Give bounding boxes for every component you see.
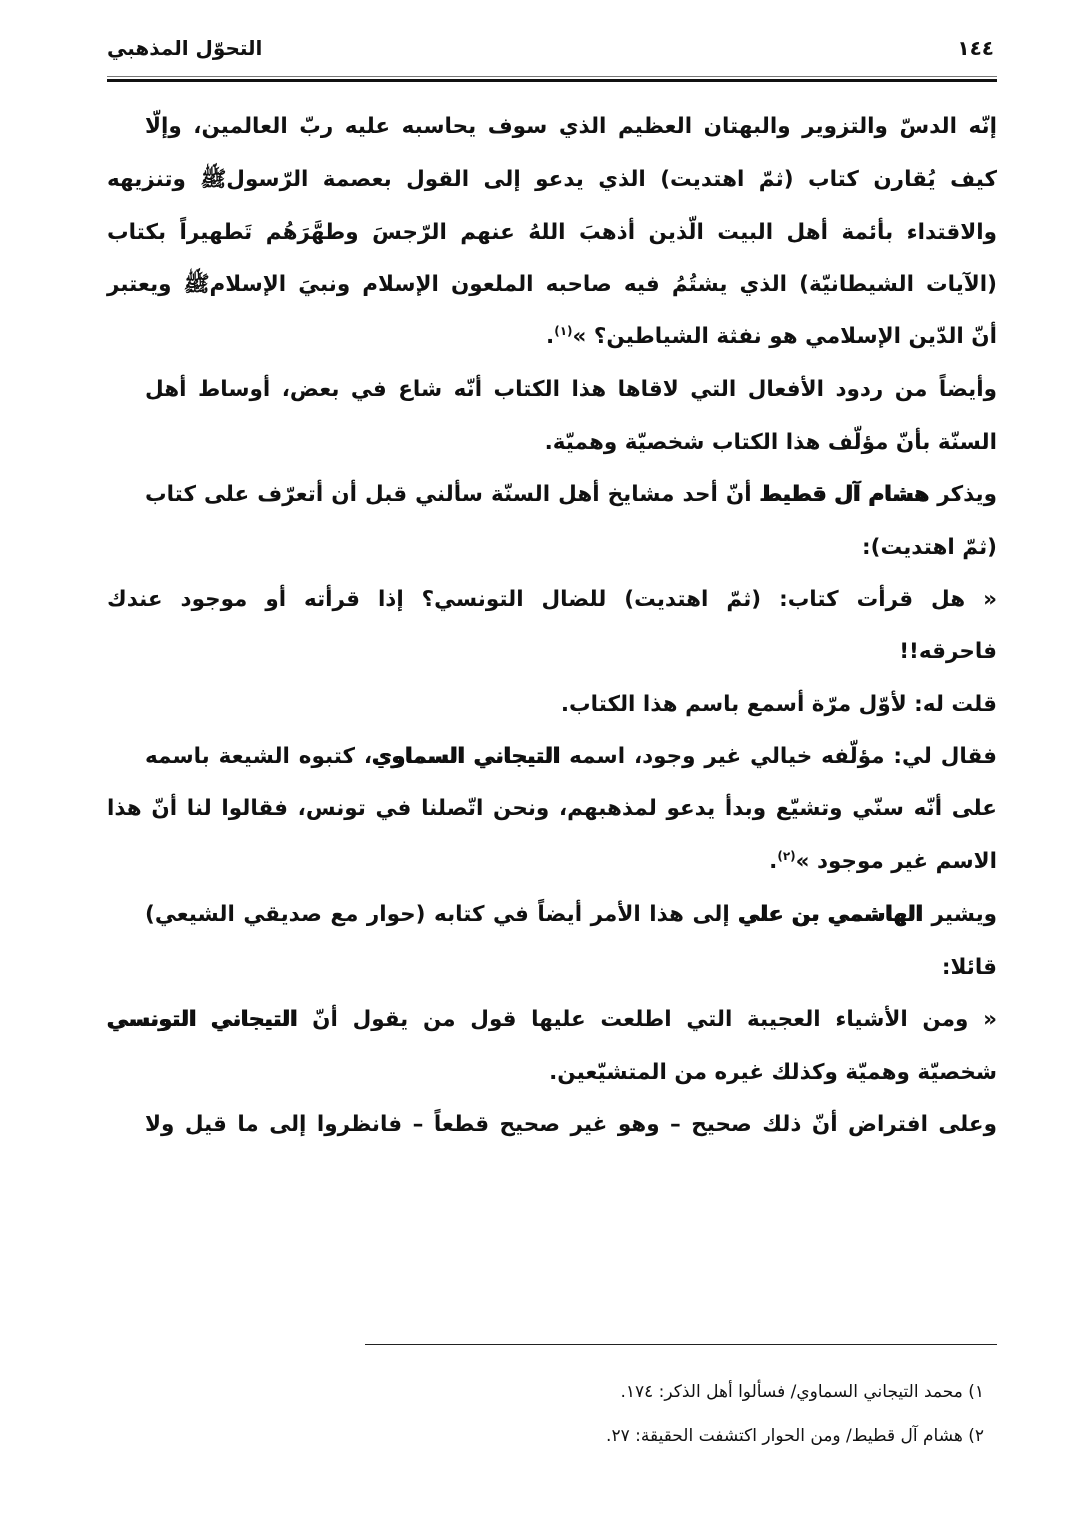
text-segment: على أنّه سنّي وتشيّع وبدأ يدعو لمذهبهم، ونحن اتّصلنا في تونس، فقالوا لنا أنّ هذا — [107, 796, 997, 821]
text-segment: إنّه الدسّ والتزوير والبهتان العظيم الذي سوف يحاسبه عليه ربّ العالمين، وإلّا — [145, 114, 997, 139]
text-segment: « ومن الأشياء العجيبة التي اطلعت عليها قول من يقول أنّ — [297, 1007, 997, 1032]
running-title: التحوّل المذهبي — [107, 36, 263, 60]
text-segment: أنّ أحد مشايخ أهل السنّة سألني قبل أن أتعرّف على كتاب — [145, 482, 760, 507]
text-line — [107, 995, 997, 1045]
text-segment: قائلا: — [941, 955, 997, 980]
text-line — [107, 523, 997, 573]
header-rule — [107, 79, 997, 82]
text-segment: كيف يُقارن كتاب (ثمّ اهتديت) الذي يدعو إلى القول بعصمة الرّسولﷺ وتنزيهه — [107, 167, 997, 192]
page-number: ١٤٤ — [957, 36, 994, 60]
footnote-ref[interactable]: (٢) — [777, 848, 796, 863]
text-segment: ويشير — [923, 902, 998, 927]
text-segment: ويذكر — [929, 482, 997, 507]
text-segment: قلت له: لأوّل مرّة أسمع باسم هذا الكتاب. — [560, 692, 997, 717]
text-line — [145, 365, 997, 415]
text-line — [107, 208, 997, 258]
text-line — [107, 1048, 997, 1098]
bold-name: الهاشمي بن علي — [738, 902, 923, 927]
text-segment: شخصيّة وهميّة وكذلك غيره من المتشيّعين. — [549, 1060, 997, 1085]
footnote-ref[interactable]: (١) — [554, 323, 573, 338]
text-line — [107, 155, 997, 205]
text-line — [145, 890, 997, 940]
text-line — [145, 680, 997, 730]
text-segment: . — [769, 849, 778, 874]
text-segment: أنّ الدّين الإسلامي هو نفثة الشياطين؟ » — [572, 324, 997, 349]
text-segment: (الآيات الشيطانيّة) الذي يشتُمُ فيه صاحبه الملعون الإسلام ونبيَ الإسلامﷺ ويعتبر — [107, 272, 997, 297]
bold-name: التيجاني السماوي — [372, 744, 561, 769]
text-line — [107, 260, 997, 310]
text-segment: « هل قرأت كتاب: (ثمّ اهتديت) للضال التونسي؟ إذا قرأته أو موجود عندك — [107, 587, 997, 612]
text-segment: والاقتداء بأئمة أهل البيت الّذين أذهبَ اللهُ عنهم الرّجسَ وطهَّرَهُم تَطهيراً بكتاب — [107, 220, 997, 245]
text-line — [145, 470, 997, 520]
header-rule-thin — [107, 76, 997, 77]
text-segment: السنّة بأنّ مؤلّف هذا الكتاب شخصيّة وهميّة. — [544, 430, 997, 455]
text-line — [107, 784, 997, 834]
text-segment: فاحرقه!! — [899, 639, 997, 664]
text-line — [107, 943, 997, 993]
text-line — [107, 575, 997, 625]
text-segment: إلى هذا الأمر أيضاً في كتابه (حوار مع صديقي الشيعي) — [145, 902, 739, 927]
text-line — [107, 418, 997, 468]
text-segment: وعلى افتراض أنّ ذلك صحيح – وهو غير صحيح قطعاً – فانظروا إلى ما قيل ولا — [145, 1112, 997, 1137]
footnote-2: ٢) هشام آل قطيط/ ومن الحوار اكتشفت الحقيقة: ٢٧. — [606, 1426, 984, 1446]
bold-name: هشام آل قطيط — [759, 482, 930, 507]
text-segment: . — [546, 324, 555, 349]
text-line — [145, 1100, 997, 1150]
text-line — [107, 837, 997, 887]
text-line — [107, 627, 997, 677]
text-line — [107, 312, 997, 362]
footnote-1: ١) محمد التيجاني السماوي/ فسألوا أهل الذكر: ١٧٤. — [620, 1382, 984, 1402]
footnote-separator — [365, 1344, 997, 1345]
text-segment: (ثمّ اهتديت): — [862, 535, 997, 560]
text-segment: فقال لي: مؤلّفه خيالي غير وجود، اسمه — [560, 744, 997, 769]
text-segment: ، كتبوه الشيعة باسمه — [145, 744, 373, 769]
text-segment: الاسم غير موجود » — [795, 849, 997, 874]
bold-name: التيجاني التونسي — [107, 1007, 298, 1032]
text-segment: وأيضاً من ردود الأفعال التي لاقاها هذا الكتاب أنّه شاع في بعض، أوساط أهل — [145, 377, 997, 402]
text-line — [145, 732, 997, 782]
text-line — [145, 102, 997, 152]
